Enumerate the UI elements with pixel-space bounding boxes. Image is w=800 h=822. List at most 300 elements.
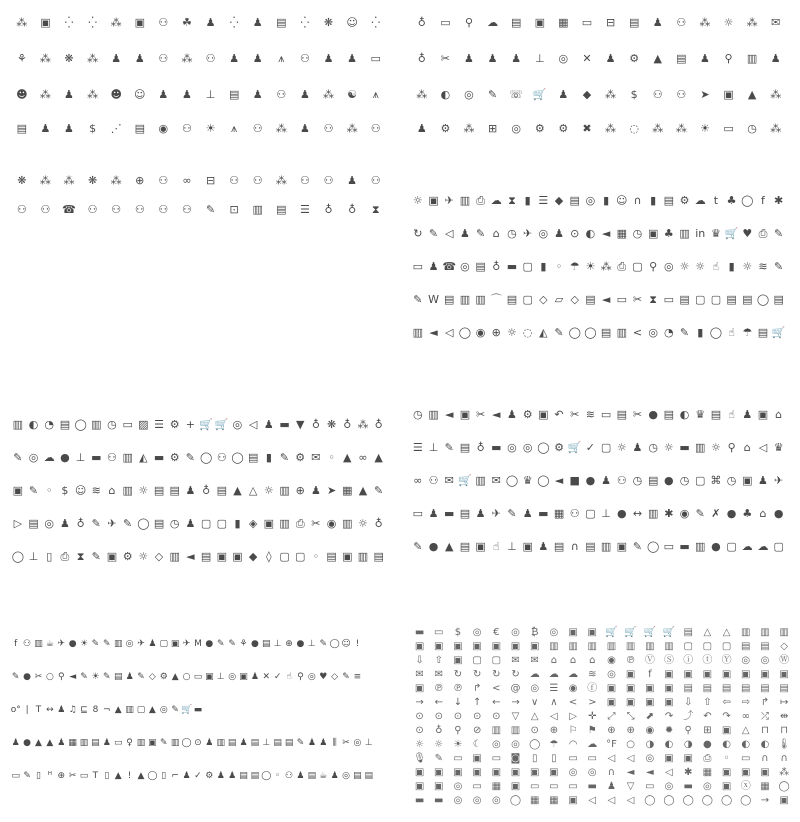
icon-glyph-icon: ▭	[472, 780, 482, 792]
icon-glyph-icon: ☎	[442, 260, 457, 273]
icon-glyph-icon: ◯	[584, 326, 597, 339]
icon-glyph-icon: ▤	[647, 474, 659, 487]
icon-glyph-icon: ↷	[722, 710, 731, 722]
icon-row	[10, 419, 387, 430]
icon-glyph-icon: ▣	[342, 550, 353, 563]
icon-glyph-icon: ⚙	[522, 408, 533, 421]
icon-glyph-icon: ◐	[28, 418, 39, 431]
icon-glyph-icon: ◐	[722, 738, 731, 750]
icon-glyph-icon: ▲	[46, 738, 54, 748]
icon-glyph-icon: ▣	[606, 696, 617, 708]
icon-glyph-icon: ▥	[475, 293, 486, 306]
icon-glyph-icon: ⚇	[158, 52, 169, 65]
icon-row	[410, 642, 794, 652]
icon-glyph-icon: ◦	[275, 771, 281, 781]
icon-glyph-icon: ⊕	[295, 484, 305, 497]
icon-glyph-icon: ↱	[760, 696, 770, 708]
icon-glyph-icon: ♟	[148, 639, 157, 649]
icon-glyph-icon: ♟	[347, 174, 358, 187]
icon-glyph-icon: ▤	[726, 293, 737, 306]
panel-6	[10, 632, 390, 822]
icon-glyph-icon: ▤	[741, 682, 751, 694]
icon-glyph-icon: ▤	[134, 122, 145, 135]
icon-glyph-icon: ▣	[529, 766, 540, 778]
icon-glyph-icon: ⌒	[490, 293, 502, 306]
icon-glyph-icon: ▦	[342, 484, 353, 497]
icon-glyph-icon: ✎	[171, 705, 179, 715]
icon-glyph-icon: ♟	[299, 88, 310, 101]
icon-glyph-icon: ☼	[710, 441, 721, 454]
icon-glyph-icon: ●	[664, 474, 674, 487]
icon-glyph-icon: ⁂	[699, 16, 711, 29]
icon-glyph-icon: ●	[703, 738, 712, 750]
icon-glyph-icon: ✓	[273, 672, 282, 682]
icon-glyph-icon: ▤	[262, 639, 271, 649]
icon-glyph-icon: ⓣ	[702, 654, 713, 666]
icon-glyph-icon: ▥	[645, 640, 655, 652]
icon-glyph-icon: ♟	[228, 771, 237, 781]
panel-5	[410, 402, 790, 592]
icon-glyph-icon: ➤	[326, 484, 337, 497]
icon-glyph-icon: ☰	[154, 418, 164, 431]
icon-glyph-icon: ⁂	[675, 122, 687, 135]
icon-glyph-icon: ▭	[440, 16, 451, 29]
icon-glyph-icon: ▢	[136, 705, 146, 715]
icon-glyph-icon: ✎	[487, 88, 498, 101]
icon-glyph-icon: ◉	[475, 326, 486, 339]
icon-row	[10, 123, 388, 134]
icon-glyph-icon: ▣	[106, 550, 118, 563]
icon-glyph-icon: ◎	[453, 794, 463, 806]
icon-glyph-icon: 🛒	[771, 326, 786, 339]
icon-glyph-icon: €	[493, 626, 500, 638]
icon-glyph-icon: ▲	[137, 771, 145, 781]
icon-glyph-icon: ◎	[645, 752, 655, 764]
icon-glyph-icon: ▭	[616, 293, 627, 306]
icon-glyph-icon: ▬	[679, 540, 690, 553]
icon-glyph-icon: 🌡	[777, 738, 791, 750]
icon-glyph-icon: ▣	[741, 766, 751, 778]
icon-glyph-icon: ▥	[125, 705, 134, 715]
icon-glyph-icon: ✂	[34, 672, 43, 682]
icon-glyph-icon: ◇	[570, 293, 579, 306]
icon-glyph-icon: ⇧	[703, 696, 712, 708]
icon-glyph-icon: ▮	[540, 260, 547, 273]
icon-glyph-icon: $	[630, 88, 638, 101]
icon-glyph-icon: ◷	[632, 474, 643, 487]
icon-glyph-icon: ☺	[616, 194, 628, 207]
icon-glyph-icon: ⎙	[60, 550, 70, 563]
icon-glyph-icon: ◯	[509, 794, 522, 806]
icon-glyph-icon: ▤	[459, 507, 471, 520]
icon-glyph-icon: ⚇	[107, 451, 117, 464]
icon-glyph-icon: ▥	[491, 724, 502, 736]
icon-glyph-icon: ◎	[511, 122, 521, 135]
icon-glyph-icon: ▣	[529, 640, 540, 652]
icon-glyph-icon: ◦	[328, 451, 335, 464]
icon-glyph-icon: ▢	[472, 654, 482, 666]
icon-glyph-icon: ◦	[555, 260, 563, 273]
icon-glyph-icon: ⊙	[453, 710, 463, 722]
icon-glyph-icon: ▣	[721, 780, 732, 792]
icon-glyph-icon: ☼	[415, 738, 425, 750]
icon-glyph-icon: ⊙	[472, 710, 482, 722]
icon-glyph-icon: 🛒	[180, 705, 193, 715]
icon-glyph-icon: ◄	[444, 408, 454, 421]
icon-glyph-icon: ♟	[205, 16, 216, 29]
icon-glyph-icon: ☀	[91, 672, 100, 682]
icon-glyph-icon: ◁	[444, 326, 454, 339]
icon-glyph-icon: ▣	[625, 696, 636, 708]
icon-glyph-icon: ∩	[633, 194, 642, 207]
icon-glyph-icon: ⊙	[570, 227, 580, 240]
icon-glyph-icon: ✎	[679, 326, 690, 339]
icon-glyph-icon: <	[492, 682, 501, 694]
icon-glyph-icon: ⁂	[770, 122, 782, 135]
icon-glyph-icon: ⚙	[558, 122, 569, 135]
icon-glyph-icon: $	[89, 122, 97, 135]
icon-glyph-icon: ▥	[459, 293, 471, 306]
icon-glyph-icon: ✱	[664, 507, 674, 520]
icon-glyph-icon: ▦	[616, 227, 627, 240]
icon-glyph-icon: ⚇	[676, 16, 687, 29]
icon-glyph-icon: ▣	[414, 682, 425, 694]
icon-glyph-icon: ▣	[721, 724, 732, 736]
icon-glyph-icon: $	[454, 626, 462, 638]
icon-row	[410, 89, 788, 100]
icon-glyph-icon: ☁	[694, 194, 706, 207]
icon-glyph-icon: ♟	[64, 122, 74, 135]
icon-glyph-icon: 🛒	[199, 418, 213, 431]
icon-glyph-icon: ✈	[491, 507, 501, 520]
icon-glyph-icon: ▤	[227, 738, 237, 748]
icon-glyph-icon: ▭	[645, 780, 655, 792]
icon-glyph-icon: ◯	[529, 738, 541, 750]
icon-glyph-icon: ⊕	[135, 174, 145, 187]
icon-glyph-icon: ◁	[626, 794, 635, 806]
icon-glyph-icon: ▤	[683, 626, 693, 638]
icon-glyph-icon: ✉	[415, 668, 424, 680]
icon-glyph-icon: ⁂	[110, 174, 122, 187]
icon-glyph-icon: ✈	[523, 227, 533, 240]
icon-glyph-icon: ▣	[683, 668, 693, 680]
icon-glyph-icon: ▤	[59, 418, 71, 431]
icon-glyph-icon: ▤	[169, 484, 180, 497]
icon-glyph-icon: ≋	[588, 668, 597, 680]
icon-glyph-icon: ♟	[428, 507, 439, 520]
icon-glyph-icon: ▢	[295, 550, 306, 563]
icon-glyph-icon: ♟	[252, 16, 263, 29]
icon-glyph-icon: ▥	[616, 326, 627, 339]
icon-glyph-icon: ☝	[728, 408, 735, 421]
icon-glyph-icon: ▢	[600, 441, 612, 454]
icon-glyph-icon: ♥	[742, 227, 753, 240]
icon-glyph-icon: ♟	[652, 16, 663, 29]
icon-glyph-icon: ∨	[531, 696, 539, 708]
icon-glyph-icon: ⊞	[487, 122, 498, 135]
icon-glyph-icon: ↻	[413, 227, 423, 240]
icon-glyph-icon: ⚇	[111, 203, 122, 216]
icon-glyph-icon: ♟	[428, 260, 439, 273]
icon-glyph-icon: ▥	[113, 639, 123, 649]
icon-glyph-icon: ▥	[342, 517, 353, 530]
icon-glyph-icon: ◦	[723, 752, 730, 764]
icon-glyph-icon: ✎	[554, 326, 564, 339]
icon-glyph-icon: ◭	[139, 451, 148, 464]
icon-glyph-icon: ▢	[695, 293, 706, 306]
icon-glyph-icon: ♟	[558, 88, 569, 101]
icon-glyph-icon: ▣	[134, 16, 145, 29]
icon-glyph-icon: ◯	[663, 794, 675, 806]
icon-glyph-icon: ✈	[444, 194, 454, 207]
icon-glyph-icon: ◐	[679, 408, 690, 421]
icon-glyph-icon: ⚘	[16, 52, 27, 65]
icon-glyph-icon: ▢	[726, 540, 737, 553]
icon-glyph-icon: ▤	[247, 451, 259, 464]
icon-glyph-icon: ↻	[492, 668, 501, 680]
icon-glyph-icon: ▢	[522, 293, 533, 306]
icon-glyph-icon: ▭	[581, 16, 593, 29]
icon-glyph-icon: ≋	[91, 484, 101, 497]
icon-glyph-icon: ▥	[34, 639, 43, 649]
icon-glyph-icon: ▲	[171, 672, 179, 682]
icon-glyph-icon: ◄	[601, 293, 611, 306]
icon-glyph-icon: ▥	[568, 640, 578, 652]
icon-glyph-icon: ◯	[329, 639, 340, 649]
icon-glyph-icon: ⩚	[231, 122, 238, 135]
icon-glyph-icon: ▭	[600, 408, 612, 421]
icon-glyph-icon: ▮	[234, 517, 241, 530]
icon-glyph-icon: 🛒	[458, 474, 472, 487]
icon-glyph-icon: ▲	[653, 52, 662, 65]
icon-glyph-icon: ⚇	[428, 474, 439, 487]
icon-glyph-icon: ◯	[537, 474, 550, 487]
icon-glyph-icon: ⊕	[607, 724, 616, 736]
icon-glyph-icon: ◎	[511, 626, 520, 638]
icon-glyph-icon: ↑	[472, 696, 482, 708]
icon-glyph-icon: ●	[616, 507, 627, 520]
icon-glyph-icon: ✉	[311, 451, 321, 464]
icon-glyph-icon: ⚙	[679, 194, 690, 207]
icon-glyph-icon: ⚇	[285, 771, 294, 781]
icon-glyph-icon: ◎	[607, 668, 616, 680]
icon-row	[410, 796, 794, 806]
icon-glyph-icon: ☺	[346, 16, 358, 29]
icon-glyph-icon: ▣	[472, 752, 482, 764]
icon-glyph-icon: ⇹	[779, 710, 789, 722]
icon-glyph-icon: ◎	[472, 626, 482, 638]
icon-glyph-icon: ◯	[778, 780, 790, 792]
icon-glyph-icon: ▤	[569, 194, 580, 207]
icon-glyph-icon: ⊙	[415, 724, 424, 736]
icon-glyph-icon: ▥	[357, 550, 369, 563]
icon-row	[410, 670, 794, 680]
icon-glyph-icon: ▤	[628, 16, 640, 29]
icon-glyph-icon: ♟	[416, 122, 427, 135]
icon-glyph-icon: ▤	[475, 260, 486, 273]
icon-glyph-icon: ■	[569, 474, 580, 487]
icon-glyph-icon: ◁	[607, 794, 616, 806]
icon-glyph-icon: ⊕	[57, 771, 66, 781]
icon-glyph-icon: ⊥	[307, 639, 316, 649]
icon-glyph-icon: ▥	[741, 626, 751, 638]
icon-glyph-icon: W	[428, 293, 439, 306]
icon-glyph-icon: ⁂	[779, 766, 790, 778]
icon-glyph-icon: ☀	[699, 122, 710, 135]
icon-glyph-icon: ☼	[695, 260, 706, 273]
icon-glyph-icon: ◎	[232, 418, 243, 431]
icon-glyph-icon: ▤	[153, 484, 165, 497]
icon-glyph-icon: ▤	[276, 203, 287, 216]
icon-glyph-icon: ✎	[28, 484, 39, 497]
icon-glyph-icon: ≡	[353, 672, 362, 682]
icon-glyph-icon: ▣	[510, 766, 521, 778]
icon-glyph-icon: ✎	[13, 451, 23, 464]
icon-glyph-icon: ▭	[11, 771, 20, 781]
icon-glyph-icon: ◉	[645, 724, 655, 736]
icon-glyph-icon: ▤	[779, 682, 789, 694]
icon-glyph-icon: ▬	[91, 451, 102, 464]
icon-glyph-icon: ▬	[444, 507, 455, 520]
icon-glyph-icon: ⌂	[569, 654, 577, 666]
icon-glyph-icon: ♟	[40, 122, 51, 135]
icon-glyph-icon: ♟	[601, 474, 612, 487]
icon-glyph-icon: ⊙	[434, 710, 443, 722]
icon-glyph-icon: ▦	[702, 766, 713, 778]
icon-row	[10, 739, 375, 748]
icon-glyph-icon: ♟	[102, 738, 111, 748]
icon-glyph-icon: ▣	[216, 550, 227, 563]
icon-glyph-icon: △	[703, 626, 712, 638]
icon-glyph-icon: ▬	[679, 441, 690, 454]
icon-glyph-icon: ♛	[710, 227, 721, 240]
icon-glyph-icon: ◷	[648, 441, 658, 454]
icon-glyph-icon: ☰	[549, 682, 559, 694]
icon-glyph-icon: ▥	[428, 408, 439, 421]
icon-glyph-icon: ▣	[760, 668, 770, 680]
icon-glyph-icon: ⎙	[295, 517, 305, 530]
icon-glyph-icon: ⚙	[295, 451, 306, 464]
icon-glyph-icon: ▣	[664, 752, 674, 764]
icon-glyph-icon: ◐	[664, 738, 674, 750]
icon-glyph-icon: ↔	[632, 507, 643, 520]
icon-glyph-icon: ♁	[476, 441, 485, 454]
icon-glyph-icon: ▤	[742, 293, 753, 306]
icon-glyph-icon: ⁂	[39, 174, 51, 187]
icon-glyph-icon: ▣	[741, 668, 751, 680]
icon-glyph-icon: ♟	[770, 52, 781, 65]
icon-glyph-icon: ◯	[537, 441, 550, 454]
icon-glyph-icon: ∞	[358, 451, 368, 464]
icon-glyph-icon: ▤	[585, 293, 596, 306]
icon-glyph-icon: ⎙	[617, 260, 627, 273]
icon-glyph-icon: ⚇	[158, 174, 169, 187]
icon-glyph-icon: ▲	[747, 88, 757, 101]
icon-glyph-icon: ◎	[568, 766, 578, 778]
icon-glyph-icon: ⚇	[205, 52, 216, 65]
icon-glyph-icon: ▭	[113, 738, 123, 748]
icon-glyph-icon: ♁	[417, 16, 426, 29]
icon-glyph-icon: ▲	[444, 540, 454, 553]
icon-glyph-icon: ⚇	[276, 88, 287, 101]
icon-glyph-icon: ▥	[122, 484, 133, 497]
icon-glyph-icon: 🛒	[214, 418, 229, 431]
panel-3	[410, 190, 790, 380]
icon-glyph-icon: ✎	[91, 639, 100, 649]
icon-glyph-icon: ◄	[626, 766, 635, 778]
icon-glyph-icon: ●	[23, 738, 32, 748]
icon-glyph-icon: ◁	[665, 766, 673, 778]
icon-glyph-icon: ▱	[554, 293, 564, 306]
icon-glyph-icon: ⧗	[649, 293, 658, 306]
icon-glyph-icon: ☕	[319, 771, 328, 781]
icon-glyph-icon: ▣	[664, 696, 674, 708]
icon-glyph-icon: ⊙	[530, 724, 539, 736]
icon-glyph-icon: ▢	[721, 640, 732, 652]
icon-glyph-icon: ☼	[742, 260, 753, 273]
icon-glyph-icon: ▭	[370, 52, 381, 65]
icon-glyph-icon: ☀	[453, 738, 463, 750]
icon-glyph-icon: ▤	[91, 738, 100, 748]
icon-glyph-icon: ●	[23, 672, 32, 682]
icon-glyph-icon: ◎	[511, 738, 520, 750]
icon-glyph-icon: ⌂	[492, 227, 500, 240]
icon-glyph-icon: ♁	[202, 484, 211, 497]
icon-glyph-icon: ▥	[679, 227, 690, 240]
icon-glyph-icon: ♟	[347, 52, 358, 65]
icon-glyph-icon: ◎	[703, 780, 712, 792]
icon-glyph-icon: ❋	[17, 174, 27, 187]
icon-glyph-icon: ◯	[458, 326, 472, 339]
icon-glyph-icon: ✉	[771, 16, 781, 29]
icon-glyph-icon: ☀	[80, 639, 89, 649]
icon-glyph-icon: ☝	[492, 540, 500, 553]
icon-glyph-icon: ◁	[758, 441, 768, 454]
icon-glyph-icon: ▭	[412, 507, 424, 520]
icon-glyph-icon: ✎	[374, 484, 384, 497]
icon-glyph-icon: ⚇	[652, 88, 663, 101]
icon-glyph-icon: ▢	[683, 640, 693, 652]
icon-glyph-icon: ♟	[134, 52, 145, 65]
icon-glyph-icon: ▣	[472, 766, 482, 778]
icon-glyph-icon: ◁	[588, 794, 597, 806]
icon-glyph-icon: ⓧ	[740, 780, 751, 792]
icon-glyph-icon: ☁	[490, 194, 502, 207]
icon-glyph-icon: ⌂	[775, 408, 783, 421]
icon-glyph-icon: ◎	[28, 451, 39, 464]
icon-glyph-icon: ▷	[569, 710, 577, 722]
icon-glyph-icon: ✎	[11, 672, 20, 682]
icon-glyph-icon: ⊞	[703, 724, 712, 736]
icon-glyph-icon: ✎	[319, 639, 328, 649]
icon-glyph-icon: ⊕	[491, 326, 501, 339]
icon-glyph-icon: ▥	[122, 451, 133, 464]
icon-glyph-icon: ◠	[568, 738, 578, 750]
icon-glyph-icon: ✎	[216, 639, 225, 649]
icon-glyph-icon: ☰	[299, 203, 310, 216]
icon-glyph-icon: ⚐	[568, 724, 578, 736]
icon-glyph-icon: ⧗	[508, 194, 516, 207]
icon-glyph-icon: ⧗	[371, 203, 380, 216]
icon-glyph-icon: ▣	[645, 696, 655, 708]
icon-glyph-icon: ⎙	[703, 752, 712, 764]
icon-glyph-icon: ♁	[417, 52, 426, 65]
icon-glyph-icon: ▽	[626, 780, 635, 792]
icon-glyph-icon: ♟	[64, 88, 74, 101]
icon-glyph-icon: ○	[182, 672, 191, 682]
icon-glyph-icon: ▥	[252, 203, 263, 216]
icon-row	[410, 294, 787, 305]
